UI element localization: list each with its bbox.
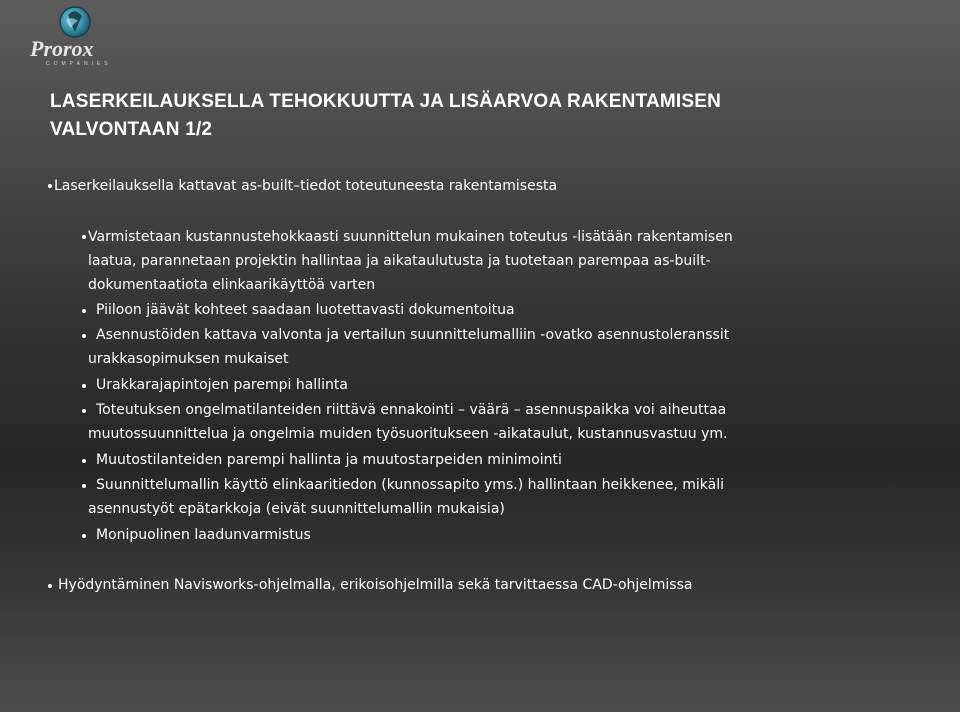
bullet-dot	[82, 334, 86, 338]
water-drop-icon	[28, 4, 128, 68]
title-line-2: VALVONTAAN 1/2	[50, 119, 213, 140]
bullet-cost-efficient-line2: laatua, parannetaan projektin hallintaa ja aikataulutusta ja tuotetaan parempaa as-built-	[88, 253, 711, 269]
bullet-dot	[82, 235, 86, 239]
bullet-dot	[48, 584, 52, 588]
bullet-dot	[82, 384, 86, 388]
logo-subtitle: COMPANIES	[46, 61, 112, 67]
bullet-cost-efficient-line3: dokumentaatiota elinkaarikäyttöä varten	[88, 277, 376, 293]
bullet-installation-monitoring: Asennustöiden kattava valvonta ja vertailun suunnittelumalliin -ovatko asennustoleranssit	[96, 327, 730, 343]
bullet-dot	[82, 459, 86, 463]
bullet-problem-anticipation: Toteutuksen ongelmatilanteiden riittävä ennakointi – väärä – asennuspaikka voi aiheuttaa	[96, 402, 727, 418]
bullet-problem-anticipation-line2: muutossuunnittelua ja ongelmia muiden työsuoritukseen -aikataulut, kustannusvastuu ym.	[88, 426, 728, 442]
title-line-1: LASERKEILAUKSELLA TEHOKKUUTTA JA LISÄARVOA RAKENTAMISEN	[50, 91, 722, 112]
slide-title	[50, 88, 910, 144]
bullet-dot	[82, 309, 86, 313]
bullet-installation-monitoring-line2: urakkasopimuksen mukaiset	[88, 351, 289, 367]
bullet-change-management: Muutostilanteiden parempi hallinta ja muutostarpeiden minimointi	[96, 452, 562, 468]
bullet-hidden-objects: Piiloon jäävät kohteet saadaan luotettavasti dokumentoitua	[96, 302, 515, 318]
bullet-dot	[82, 534, 86, 538]
prorox-logo	[28, 4, 128, 68]
bullet-lifecycle-data-line2: asennustyöt epätarkkoja (eivät suunnittelumallin mukaisia)	[88, 501, 505, 517]
logo-wordmark: Prorox	[30, 36, 94, 61]
bullet-cost-efficient: Varmistetaan kustannustehokkaasti suunnittelun mukainen toteutus -lisätään rakentamisen	[88, 229, 733, 245]
bullet-dot	[82, 409, 86, 413]
bullet-interfaces: Urakkarajapintojen parempi hallinta	[96, 377, 348, 393]
bullet-dot	[82, 484, 86, 488]
bullet-navisworks: Hyödyntäminen Navisworks-ohjelmalla, erikoisohjelmilla sekä tarvittaessa CAD-ohjelmissa	[58, 577, 693, 593]
bullet-quality-assurance: Monipuolinen laadunvarmistus	[96, 527, 311, 543]
bullet-as-built: Laserkeilauksella kattavat as-built–tiedot toteutuneesta rakentamisesta	[54, 178, 558, 194]
bullet-lifecycle-data: Suunnittelumallin käyttö elinkaaritiedon (kunnossapito yms.) hallintaan heikkenee, mikäli	[96, 477, 725, 493]
bullet-dot	[48, 184, 52, 188]
